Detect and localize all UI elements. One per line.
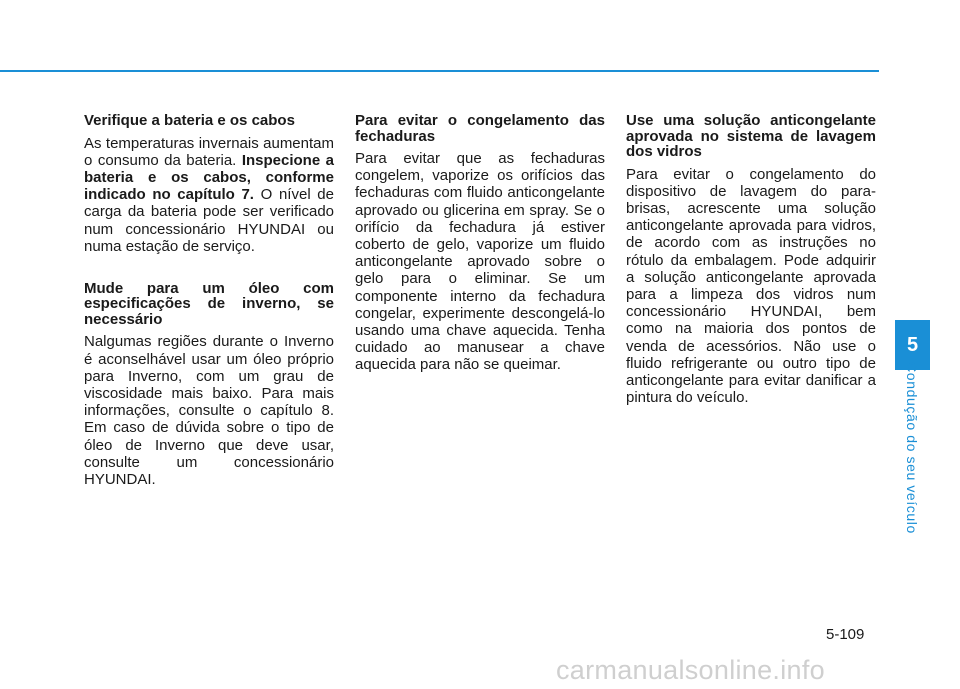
- chapter-title: Condução do seu veículo: [904, 362, 920, 534]
- paragraph-text: Para evitar que as fechaduras congelem, vaporize os orifícios das fechaduras com fluido anticongelante aprovado ou glicerina em spray. Se o orifício da fechadura já estiver coberto de gelo, vaporize um fluido anticongelante aprovado sobre o gelo para o eliminar. Se um componente interno da fechadura congelar, experimente descongelá-lo usando uma chave aquecida. Tenha cuidado ao manusear a chave aquecida para não se queimar.: [355, 150, 605, 374]
- chapter-number: 5: [906, 333, 919, 356]
- watermark: carmanualsonline.info: [556, 655, 825, 685]
- body-paragraph: [84, 333, 334, 488]
- section-heading: Mude para um óleo com especificações de inverno, se necessário: [84, 279, 334, 328]
- body-paragraph: [84, 135, 334, 255]
- body-paragraph: [355, 150, 605, 374]
- section-heading: Verifique a bateria e os cabos: [84, 112, 295, 129]
- paragraph-text: As temperaturas invernais aumentam o consumo da bateria.: [84, 134, 334, 169]
- section-gap: [84, 261, 334, 281]
- page-number: 5-109: [826, 626, 865, 643]
- section-heading: Use uma solução anticongelante aprovada no sistema de lavagem dos vidros: [626, 112, 876, 160]
- emphasis-text: Inspecione a bateria e os cabos, conforme indicado no capítulo 7.: [84, 151, 334, 204]
- header-rule: [0, 70, 879, 72]
- column-2: [355, 113, 605, 380]
- column-1: [84, 113, 334, 494]
- paragraph-text: O nível de carga da bateria pode ser verificado num concessionário HYUNDAI ou numa estação de serviço.: [84, 186, 334, 255]
- body-paragraph: [626, 166, 876, 407]
- paragraph-text: Para evitar o congelamento do dispositivo de lavagem do para-brisas, acrescente uma solução anticongelante aprovada para vidros, de acordo com as instruções no rótulo da embalagem. Pode adquirir a solução anticongelante aprovada para a limpeza dos vidros num concessionário HYUNDAI, bem como na maioria dos pontos de venda de acessórios. Não use o fluido refrigerante ou outro tipo de anticongelante para evitar danificar a pintura do veículo.: [626, 165, 876, 407]
- column-3: [626, 113, 876, 412]
- paragraph-text: Nalgumas regiões durante o Inverno é aconselhável usar um óleo próprio para Inverno, com um grau de viscosidade mais baixo. Para mais informações, consulte o capítulo 8. Em caso de dúvida sobre o tipo de óleo de Inverno que deve usar, consulte um concessionário HYUNDAI.: [84, 333, 334, 489]
- section-heading: Para evitar o congelamento das fechaduras: [355, 112, 605, 145]
